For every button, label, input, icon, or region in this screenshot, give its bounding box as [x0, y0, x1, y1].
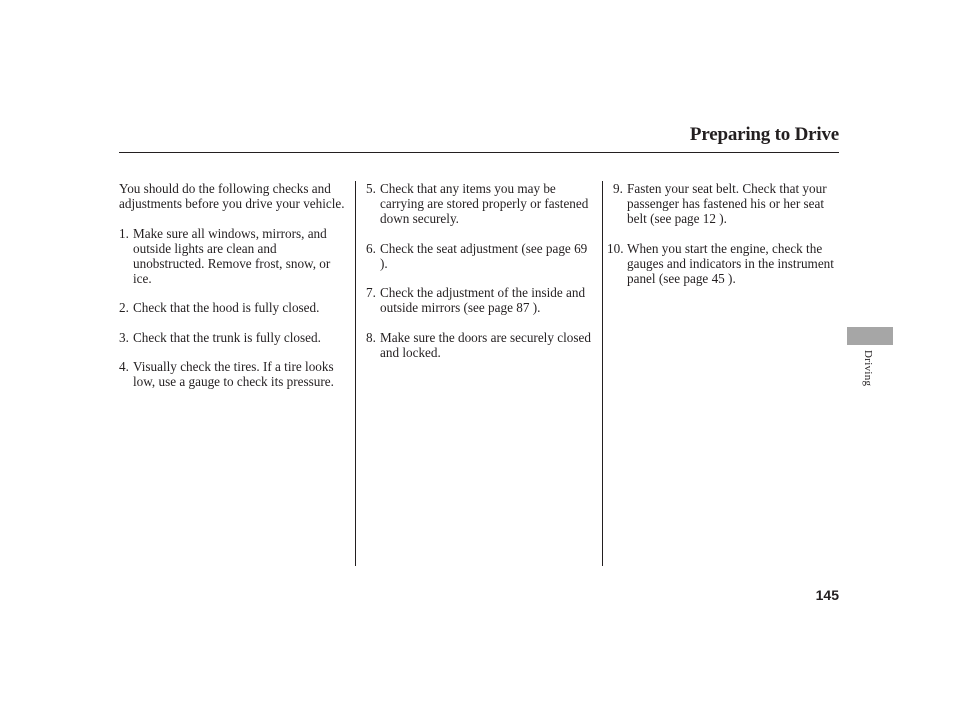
title-divider: [119, 152, 839, 153]
page-number: 145: [815, 587, 839, 603]
list-item: [366, 285, 592, 315]
column-2: [366, 181, 592, 374]
list-number: 6.: [366, 240, 376, 256]
list-text: Check that the trunk is fully closed.: [133, 329, 321, 345]
list-item: [119, 330, 349, 345]
list-number: 4.: [119, 359, 129, 374]
list-number: 1.: [119, 225, 129, 241]
intro-paragraph: You should do the following checks and adjustments before you drive your vehicle.: [119, 181, 345, 211]
column-3: [607, 181, 843, 300]
list-text: Make sure the doors are securely closed and locked.: [380, 329, 591, 360]
list-number: 5.: [366, 181, 376, 196]
list-text: When you start the engine, check the gauges and indicators in the instrument panel (see page 45 ).: [627, 240, 834, 286]
list-number: 3.: [119, 329, 129, 345]
list-item: [607, 241, 843, 286]
list-text: Check the seat adjustment (see page 69 ).: [380, 240, 588, 271]
list-text: Check that the hood is fully closed.: [133, 300, 320, 315]
list-item: [607, 181, 843, 226]
list-item: [366, 330, 592, 360]
list-text: Visually check the tires. If a tire looks low, use a gauge to check its pressure.: [133, 359, 334, 389]
list-item: [366, 181, 592, 226]
list-number: 10.: [607, 240, 624, 256]
list-item: [119, 226, 349, 286]
list-item: [119, 300, 349, 315]
section-tab: [847, 327, 893, 345]
list-number: 8.: [366, 329, 376, 345]
list-text: Make sure all windows, mirrors, and outside lights are clean and unobstructed. Remove frost, snow, or ice.: [133, 225, 331, 286]
column-divider: [602, 181, 603, 566]
column-1: [119, 181, 349, 404]
list-item: [366, 241, 592, 271]
list-number: 2.: [119, 300, 129, 315]
list-number: 9.: [613, 181, 623, 196]
section-label: Driving: [862, 350, 874, 387]
list-text: Check that any items you may be carrying are stored properly or fastened down securely.: [380, 181, 589, 226]
list-item: [119, 359, 349, 389]
list-number: 7.: [366, 285, 376, 300]
list-text: Check the adjustment of the inside and outside mirrors (see page 87 ).: [380, 285, 586, 315]
list-text: Fasten your seat belt. Check that your passenger has fastened his or her seat belt (see page 12 ).: [627, 181, 827, 226]
page-title: Preparing to Drive: [689, 124, 839, 145]
column-divider: [355, 181, 356, 566]
